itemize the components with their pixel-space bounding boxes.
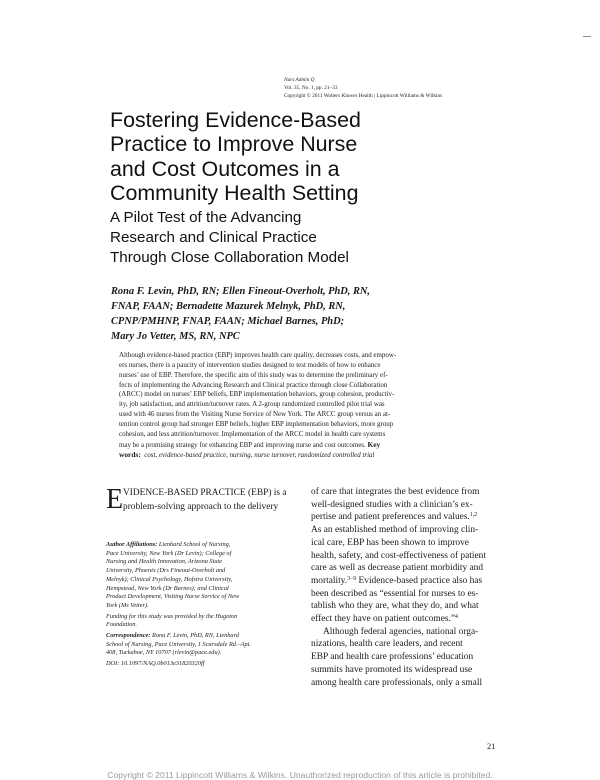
body-line: ical care, EBP has been shown to improve (311, 537, 469, 548)
citation-ref: 1,2 (469, 512, 478, 519)
funding-line: Foundation. (106, 621, 137, 629)
keywords-text: cost, evidence-based practice, nursing, nurse turnover, randomized controlled trial (144, 451, 375, 460)
doi: DOI: 10.1097/NAQ.0b013e31820320ff (106, 660, 205, 668)
body-line: Although federal agencies, national orga- (323, 626, 479, 637)
body-line: tablish who they are, what they do, and what (311, 601, 479, 612)
correspondence-label: Correspondence: (106, 632, 151, 640)
body-line: well-designed studies with a clinician’s ex- (311, 499, 473, 510)
body-line: As an established method of improving clin- (311, 525, 479, 536)
abstract-line: nurses’ use of EBP. Therefore, the specific aim of this study was to determine the preliminary ef- (119, 370, 388, 379)
title-line: Fostering Evidence-Based (110, 108, 361, 132)
title-line: and Cost Outcomes in a (110, 156, 340, 181)
subtitle-line: A Pilot Test of the Advancing (110, 209, 302, 226)
correspondence-line: Correspondence: Rona F. Levin, PhD, RN, Lienhard (106, 632, 239, 640)
body-line: EBP and health care professions’ education (311, 652, 474, 663)
body-line: pertise and patient preferences and values.$^{1,2}$ (311, 512, 478, 523)
body-line: been described as “essential for nurses to es- (311, 588, 479, 599)
abstract-line: ity, job satisfaction, and attrition/turnover rates. A 2-group randomized controlled pilot trial was (119, 400, 385, 409)
abstract-line: used with 46 nurses from the Visiting Nurse Service of New York. The ARCC group versus an at- (119, 410, 391, 419)
dropcap: E (106, 484, 124, 515)
affiliation-line: Pace University, New York (Dr Levin); College of (106, 549, 232, 557)
keywords-label: Key (367, 439, 381, 449)
body-line: among health care professionals, only a small (311, 677, 483, 688)
subtitle-line: Through Close Collaboration Model (110, 248, 349, 266)
keywords-label-cont: words: (119, 450, 141, 460)
subtitle-line: Research and Clinical Practice (110, 228, 317, 246)
journal-citation (284, 76, 524, 100)
author-list (111, 284, 511, 344)
intro-paragraph (106, 486, 303, 514)
citation-ref: 4 (455, 614, 458, 621)
abstract-line: fects of implementing the Advancing Research and Clinical practice through close Collaboration (119, 380, 388, 389)
abstract-line: tention control group had stronger EBP beliefs, higher EBP implementation behaviors, more group (119, 419, 394, 428)
abstract (119, 351, 499, 461)
author-line: CPNP/PMHNP, FNAP, FAAN; Michael Barnes, PhD; (111, 316, 345, 327)
journal-name: Nurs Admin Q (284, 77, 315, 83)
affiliation-line: Nursing and Health Innovation, Arizona State (106, 558, 223, 566)
author-line: FNAP, FAAN; Bernadette Mazurek Melnyk, PhD, RN, (111, 301, 346, 312)
intro-line: VIDENCE-BASED PRACTICE (EBP) is a (123, 488, 287, 498)
page-number: 21 (487, 741, 496, 751)
citation-ref: 3−9 (347, 575, 357, 582)
author-line: Rona F. Levin, PhD, RN; Ellen Fineout-Overholt, PhD, RN, (111, 286, 371, 297)
abstract-line: cohesion, and less attrition/turnover. Implementation of the ARCC model in health care systems (119, 429, 386, 438)
affiliation-line: Author Affiliations: Lienhard School of Nursing, (106, 541, 231, 548)
abstract-line: (ARCC) model on nurses’ EBP beliefs, EBP implementation behaviors, group cohesion, productiv- (119, 390, 395, 399)
abstract-last-text: may be a promising strategy for enhancing EBP and improving nurse and cost outcomes. (119, 440, 366, 449)
body-line: of care that integrates the best evidence from (311, 487, 480, 497)
author-line: Mary Jo Vetter, MS, RN, NPC (111, 331, 240, 342)
correspondence-line: 408, Tuckahoe, NY 10707 (rlevin@pace.edu). (106, 649, 222, 657)
author-notes (106, 541, 303, 669)
affiliation-line: University, Phoenix (Drs Fineout-Overholt and (106, 567, 226, 575)
abstract-line: ers nurses, there is a paucity of intervention studies designed to test models of how to enhance (119, 360, 381, 369)
affiliation-line: Melnyk); Clinical Psychology, Hofstra University, (106, 575, 233, 583)
affiliation-line: Hempstead, New York (Dr Barnes); and Clinical (106, 584, 229, 592)
correspondence-line: School of Nursing, Pace University, 1 Scarsdale Rd.–Apt. (106, 640, 251, 648)
body-line: effect they have on patient outcomes.”$^4$ (311, 614, 458, 625)
title-line: Practice to Improve Nurse (110, 132, 358, 157)
journal-copyright: Copyright © 2011 Wolters Kluwer Health | Lippincott Williams & Wilkins (284, 93, 443, 99)
abstract-line (119, 440, 499, 451)
title-line: Community Health Setting (110, 181, 359, 206)
copyright-footer: Copyright © 2011 Lippincott Williams & Wilkins. Unauthorized reproduction of this article is prohibited. (107, 770, 493, 780)
body-line: health, safety, and cost-effectiveness of patient (311, 550, 486, 561)
body-right-column (311, 486, 506, 689)
affiliation-line: York (Ms Vetter). (106, 601, 149, 609)
affiliation-line: Product Development, Visiting Nurse Service of New (106, 593, 240, 601)
funding-line: Funding for this study was provided by the Hugoton (106, 612, 238, 620)
affiliations-label: Author Affiliations: (106, 541, 158, 548)
journal-volume: Vol. 35, No. 1, pp. 21–33 (284, 85, 338, 91)
keywords-line (119, 450, 499, 461)
intro-line: problem-solving approach to the delivery (123, 502, 279, 512)
article-title (110, 108, 530, 206)
corner-mark (583, 36, 591, 37)
abstract-line: Although evidence-based practice (EBP) improves health care quality, decreases costs, and empow- (119, 351, 397, 359)
body-line: summits have promoted its widespread use (311, 664, 473, 675)
body-line: care as well as decrease patient morbidity and (311, 563, 484, 574)
article-subtitle (110, 208, 530, 267)
body-line: mortality.$^{3-9}$ Evidence-based practice also has (311, 575, 483, 586)
body-line: nizations, health care leaders, and recent (311, 639, 463, 650)
